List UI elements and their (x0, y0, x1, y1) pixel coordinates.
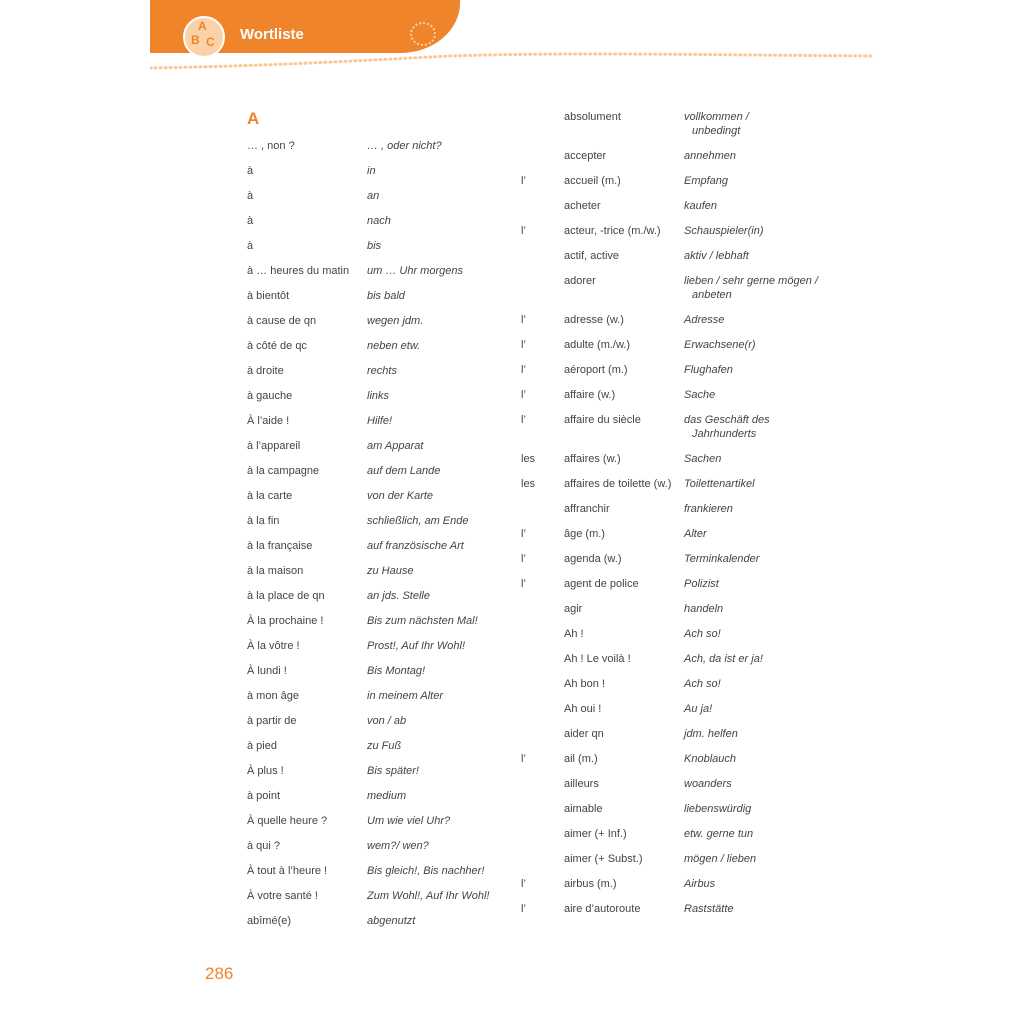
german-translation (684, 852, 834, 866)
french-term: à droite (247, 365, 284, 377)
german-translation (684, 110, 834, 138)
german-line-continued: unbedingt (692, 125, 741, 137)
french-term: À votre santé ! (247, 890, 318, 902)
french-term: à partir de (247, 715, 297, 727)
german-translation (684, 363, 834, 377)
german-translation (367, 564, 527, 578)
french-term: aire d’autoroute (564, 903, 641, 915)
german-translation (367, 189, 527, 203)
logo-letter-c: C (206, 35, 215, 49)
german-translation (367, 489, 527, 503)
french-term: âge (m.) (564, 528, 605, 540)
german-translation (367, 239, 527, 253)
french-term: acteur, -trice (m./w.) (564, 225, 661, 237)
french-term: à cause de qn (247, 315, 317, 327)
german-line: lieben / sehr gerne mögen / (684, 275, 818, 287)
german-line: Empfang (684, 175, 729, 187)
french-term: À plus ! (247, 765, 284, 777)
german-line: Bis später! (367, 765, 419, 777)
german-line: an jds. Stelle (367, 590, 430, 602)
article: l’ (521, 903, 526, 915)
article: l’ (521, 175, 526, 187)
german-translation (367, 339, 527, 353)
german-line: frankieren (684, 503, 733, 515)
german-translation (367, 314, 527, 328)
german-line: zu Hause (367, 565, 414, 577)
german-translation (367, 689, 527, 703)
german-line: neben etw. (367, 340, 421, 352)
german-translation (367, 364, 527, 378)
german-line: an (367, 190, 380, 202)
decorative-dotted-circle-icon (410, 22, 436, 46)
german-line: bis (367, 240, 382, 252)
german-translation (684, 313, 834, 327)
french-term: agir (564, 603, 583, 615)
german-translation (684, 577, 834, 591)
french-term: adresse (w.) (564, 314, 624, 326)
german-line: Toilettenartikel (684, 478, 755, 490)
article: l’ (521, 528, 526, 540)
french-term: Ah bon ! (564, 678, 605, 690)
german-line: schließlich, am Ende (367, 515, 469, 527)
french-term: accepter (564, 150, 607, 162)
german-line: Bis Montag! (367, 665, 426, 677)
german-translation (684, 802, 834, 816)
german-line: Airbus (684, 878, 716, 890)
french-term: affaire du siècle (564, 414, 641, 426)
french-term: acheter (564, 200, 601, 212)
article: les (521, 478, 536, 490)
french-term: à mon âge (247, 690, 299, 702)
german-line: handeln (684, 603, 724, 615)
german-translation (367, 289, 527, 303)
german-translation (684, 274, 834, 302)
german-translation (367, 739, 527, 753)
german-translation (367, 889, 527, 903)
article: l’ (521, 753, 526, 765)
french-term: affaires de toilette (w.) (564, 478, 672, 490)
german-line: von der Karte (367, 490, 434, 502)
french-term: airbus (m.) (564, 878, 617, 890)
french-term: Ah oui ! (564, 703, 602, 715)
german-line: woanders (684, 778, 732, 790)
french-term: ailleurs (564, 778, 599, 790)
french-term: affaires (w.) (564, 453, 621, 465)
german-translation (367, 539, 527, 553)
german-line: annehmen (684, 150, 736, 162)
article: l’ (521, 389, 526, 401)
german-line: Bis gleich!, Bis nachher! (367, 865, 485, 877)
french-term: affranchir (564, 503, 610, 515)
german-line-continued: Jahrhunderts (692, 428, 757, 440)
german-translation (684, 452, 834, 466)
german-line: abgenutzt (367, 915, 416, 927)
german-line: in (367, 165, 376, 177)
german-line: Bis zum nächsten Mal! (367, 615, 478, 627)
german-translation (367, 664, 527, 678)
german-translation (367, 639, 527, 653)
german-line: vollkommen / (684, 111, 749, 123)
german-translation (684, 199, 834, 213)
german-line: Sachen (684, 453, 722, 465)
french-term: à la fin (247, 515, 280, 527)
french-term: à la place de qn (247, 590, 325, 602)
french-term: à (247, 165, 254, 177)
german-translation (684, 338, 834, 352)
french-term: À tout à l’heure ! (247, 865, 328, 877)
french-term: à la française (247, 540, 313, 552)
german-line: medium (367, 790, 407, 802)
german-line: Terminkalender (684, 553, 760, 565)
german-line: um … Uhr morgens (367, 265, 463, 277)
german-line: von / ab (367, 715, 407, 727)
french-term: À lundi ! (247, 665, 287, 677)
german-line: Zum Wohl!, Auf Ihr Wohl! (367, 890, 490, 902)
german-line: jdm. helfen (684, 728, 738, 740)
german-line: … , oder nicht? (367, 140, 442, 152)
german-translation (367, 414, 527, 428)
german-translation (684, 249, 834, 263)
german-translation (367, 439, 527, 453)
french-term: À quelle heure ? (247, 815, 328, 827)
german-line: Adresse (684, 314, 725, 326)
german-line: Polizist (684, 578, 719, 590)
german-translation (684, 652, 834, 666)
german-line: das Geschäft des (684, 414, 770, 426)
german-translation (684, 413, 834, 441)
german-line: Ach so! (684, 628, 721, 640)
french-term: affaire (w.) (564, 389, 616, 401)
french-term: accueil (m.) (564, 175, 621, 187)
german-line: wem?/ wen? (367, 840, 429, 852)
german-translation (367, 164, 527, 178)
french-term: à point (247, 790, 281, 802)
german-line-continued: anbeten (692, 289, 732, 301)
german-translation (684, 477, 834, 491)
german-translation (367, 589, 527, 603)
french-term: ail (m.) (564, 753, 598, 765)
german-line: zu Fuß (367, 740, 402, 752)
german-translation (684, 702, 834, 716)
german-translation (684, 174, 834, 188)
french-term: aimable (564, 803, 603, 815)
german-line: mögen / lieben (684, 853, 757, 865)
german-line: Knoblauch (684, 753, 736, 765)
french-term: aider qn (564, 728, 604, 740)
french-term: adulte (m./w.) (564, 339, 631, 351)
german-line: am Apparat (367, 440, 424, 452)
german-translation (367, 264, 527, 278)
german-line: links (367, 390, 390, 402)
french-term: à qui ? (247, 840, 281, 852)
french-term: à la carte (247, 490, 293, 502)
german-translation (684, 527, 834, 541)
french-term: À l’aide ! (247, 415, 290, 427)
article: l’ (521, 364, 526, 376)
german-line: auf französische Art (367, 540, 464, 552)
french-term: à (247, 240, 254, 252)
article: l’ (521, 878, 526, 890)
german-translation (367, 814, 527, 828)
german-translation (367, 139, 527, 153)
logo-letter-b: B (191, 33, 200, 47)
dotted-divider (150, 52, 874, 72)
french-term: Ah ! (564, 628, 584, 640)
german-line: nach (367, 215, 391, 227)
french-term: agent de police (564, 578, 639, 590)
german-translation (684, 752, 834, 766)
german-line: Au ja! (684, 703, 713, 715)
german-translation (684, 388, 834, 402)
german-translation (684, 552, 834, 566)
german-translation (684, 502, 834, 516)
french-term: à (247, 215, 254, 227)
german-line: Um wie viel Uhr? (367, 815, 451, 827)
french-term: … , non ? (247, 140, 295, 152)
german-line: Ach, da ist er ja! (684, 653, 763, 665)
german-line: aktiv / lebhaft (684, 250, 749, 262)
french-term: à la campagne (247, 465, 320, 477)
french-term: à la maison (247, 565, 304, 577)
french-term: à (247, 190, 254, 202)
german-line: Prost!, Auf Ihr Wohl! (367, 640, 466, 652)
german-line: Flughafen (684, 364, 733, 376)
french-term: absolument (564, 111, 621, 123)
german-line: Ach so! (684, 678, 721, 690)
german-line: Hilfe! (367, 415, 393, 427)
german-translation (684, 149, 834, 163)
german-line: wegen jdm. (367, 315, 424, 327)
german-translation (684, 877, 834, 891)
german-line: auf dem Lande (367, 465, 441, 477)
german-line: kaufen (684, 200, 718, 212)
german-translation (367, 789, 527, 803)
german-translation (367, 864, 527, 878)
german-line: bis bald (367, 290, 405, 302)
german-line: etw. gerne tun (684, 828, 754, 840)
german-translation (367, 614, 527, 628)
german-line: Raststätte (684, 903, 734, 915)
german-line: liebenswürdig (684, 803, 752, 815)
french-term: agenda (w.) (564, 553, 622, 565)
german-line: Alter (684, 528, 707, 540)
page-title: Wortliste (240, 26, 304, 43)
article: l’ (521, 339, 526, 351)
article: l’ (521, 414, 526, 426)
french-term: à gauche (247, 390, 293, 402)
logo-letter-a: A (198, 19, 207, 33)
article: l’ (521, 553, 526, 565)
german-translation (684, 902, 834, 916)
french-term: à bientôt (247, 290, 290, 302)
german-translation (684, 727, 834, 741)
german-translation (367, 764, 527, 778)
german-line: Sache (684, 389, 716, 401)
german-translation (367, 914, 527, 928)
french-term: aimer (+ Subst.) (564, 853, 643, 865)
section-letter: A (247, 109, 260, 128)
french-term: à pied (247, 740, 277, 752)
german-translation (684, 224, 834, 238)
german-translation (367, 464, 527, 478)
german-line: Schauspieler(in) (684, 225, 764, 237)
german-translation (367, 389, 527, 403)
french-term: aimer (+ Inf.) (564, 828, 627, 840)
article: l’ (521, 314, 526, 326)
french-term: abîmé(e) (247, 915, 292, 927)
french-term: aéroport (m.) (564, 364, 628, 376)
german-line: Erwachsene(r) (684, 339, 756, 351)
german-translation (684, 777, 834, 791)
german-translation (684, 827, 834, 841)
french-term: À la prochaine ! (247, 615, 324, 627)
french-term: adorer (564, 275, 596, 287)
german-translation (684, 602, 834, 616)
article: les (521, 453, 536, 465)
french-term: À la vôtre ! (247, 640, 300, 652)
german-translation (367, 214, 527, 228)
german-line: rechts (367, 365, 397, 377)
article: l’ (521, 578, 526, 590)
article: l’ (521, 225, 526, 237)
french-term: à … heures du matin (247, 265, 350, 277)
french-term: Ah ! Le voilà ! (564, 653, 631, 665)
german-line: in meinem Alter (367, 690, 444, 702)
page-number: 286 (205, 964, 234, 983)
german-translation (367, 714, 527, 728)
french-term: actif, active (564, 250, 620, 262)
german-translation (684, 677, 834, 691)
french-term: à l’appareil (247, 440, 301, 452)
german-translation (684, 627, 834, 641)
german-translation (367, 514, 527, 528)
french-term: à côté de qc (247, 340, 307, 352)
german-translation (367, 839, 527, 853)
